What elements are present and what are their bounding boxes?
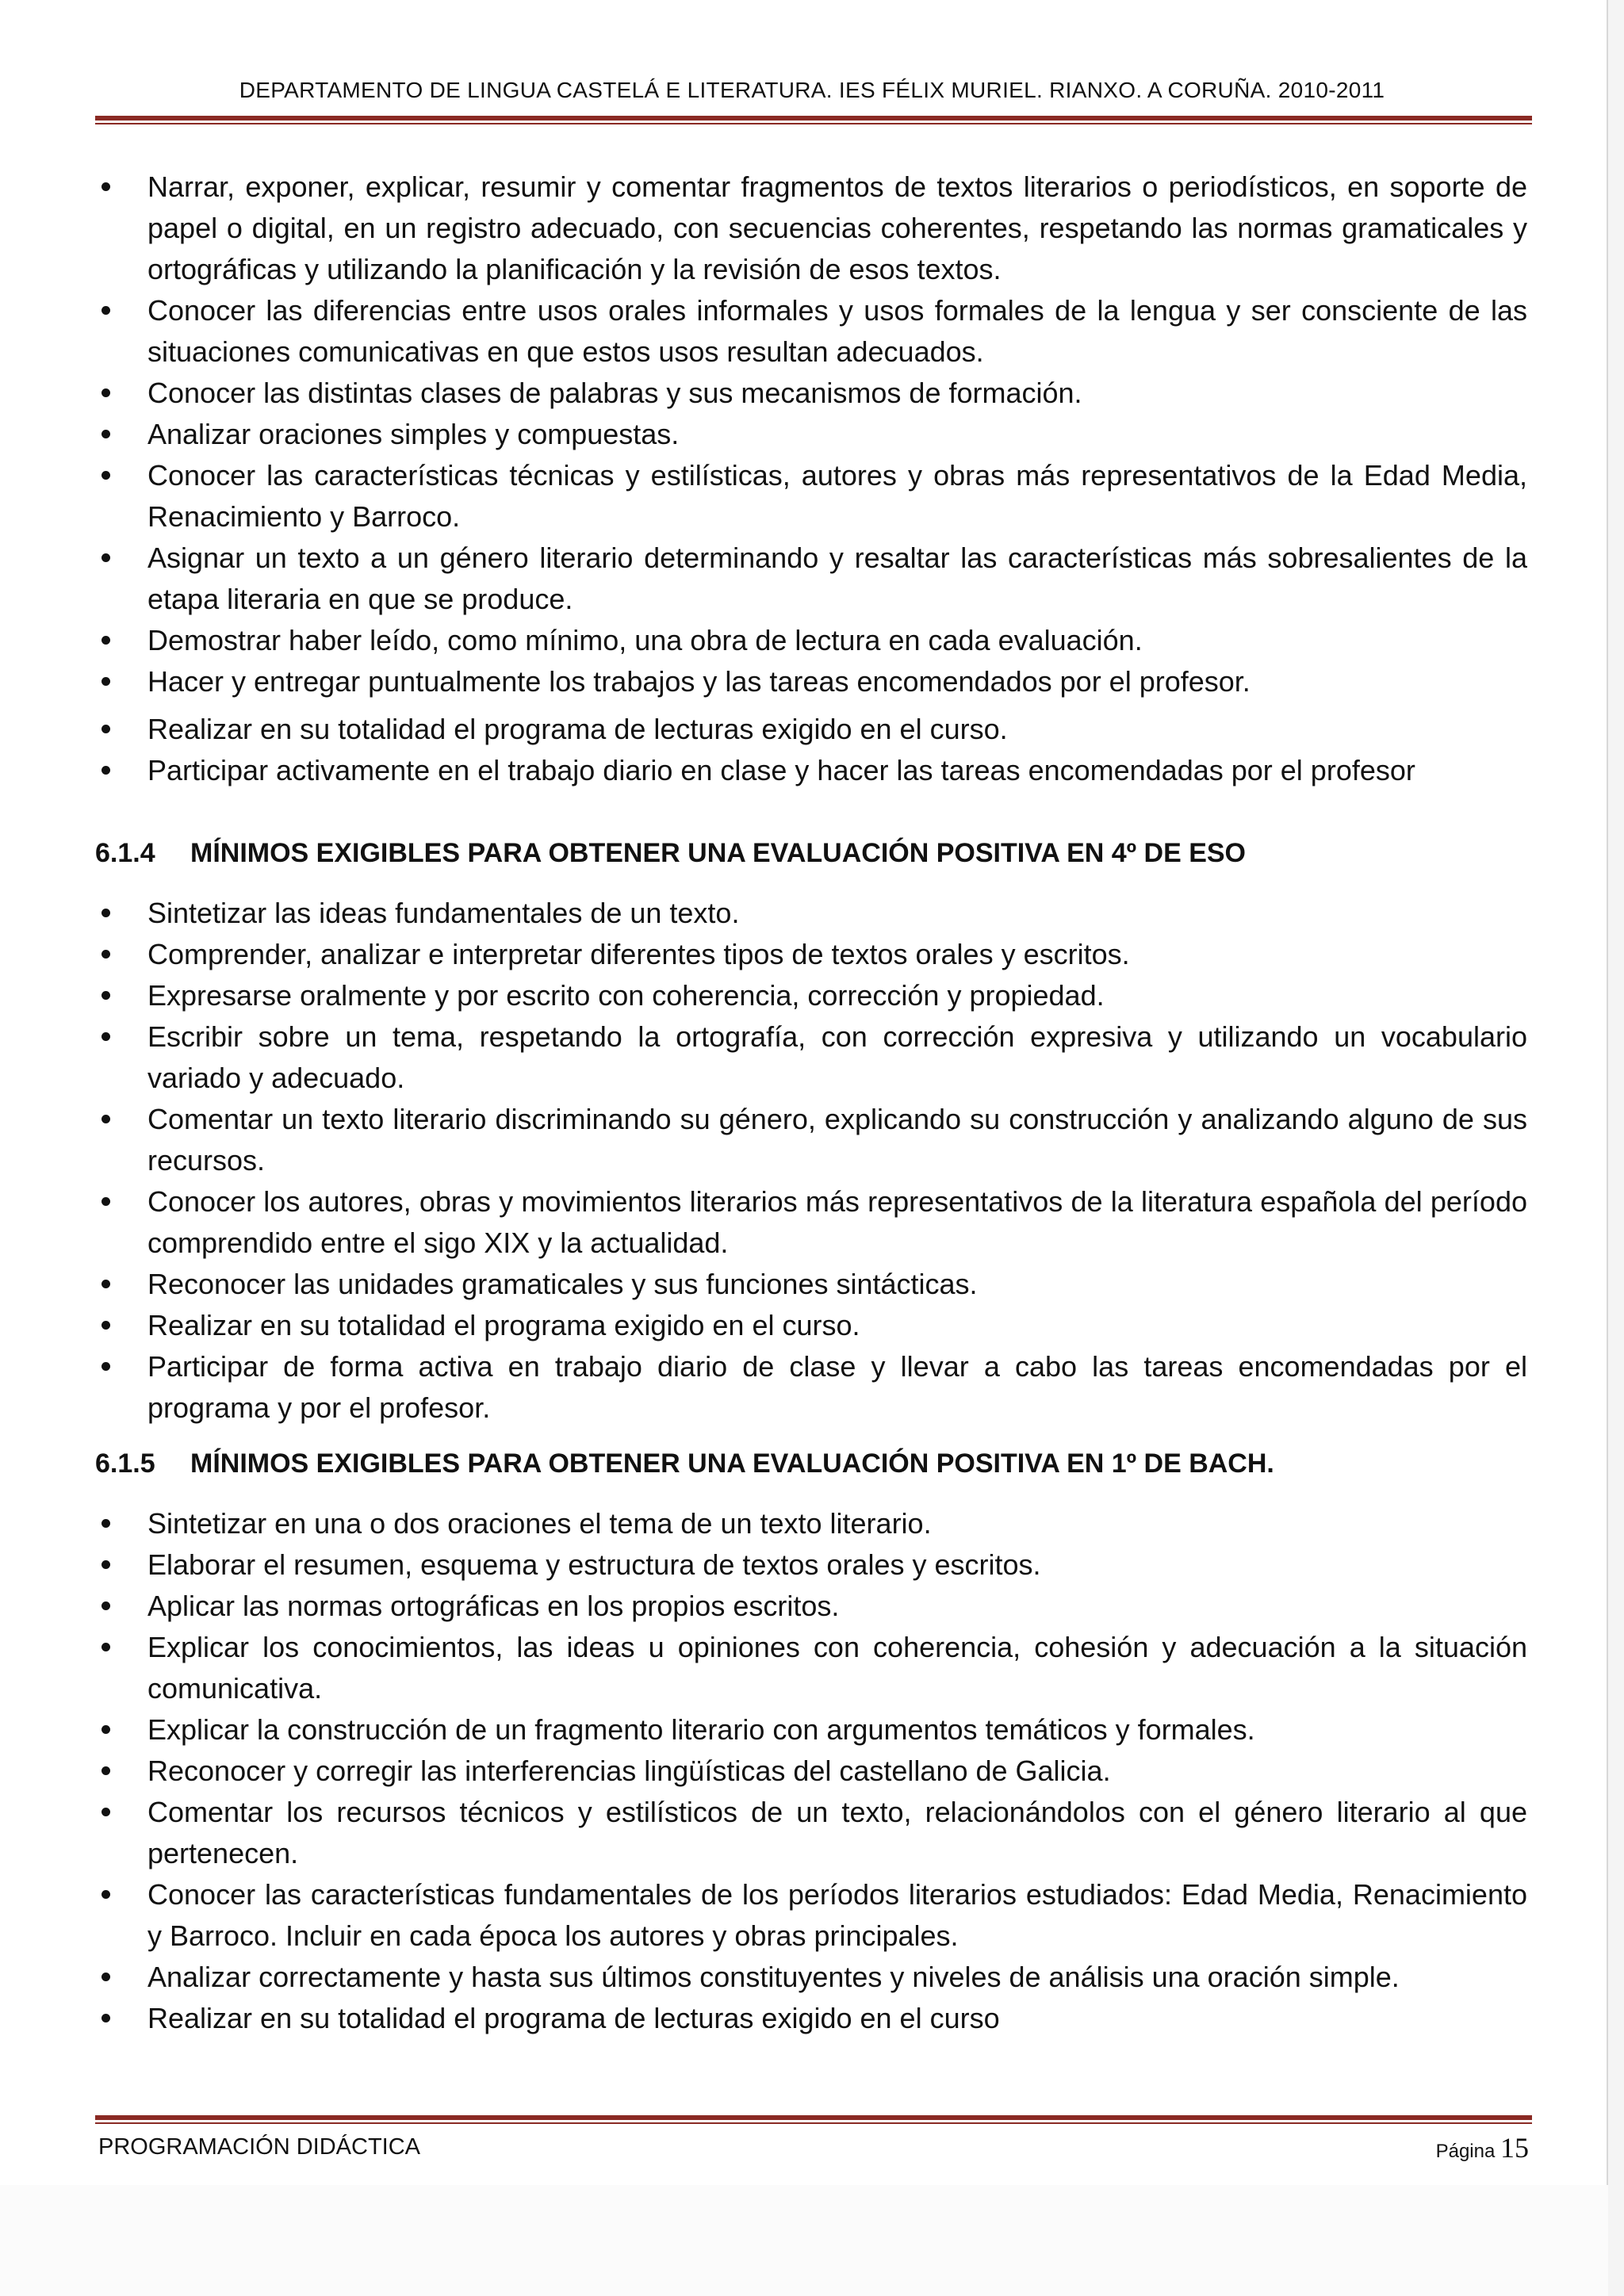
bullet-icon: [102, 553, 110, 562]
list-item: Realizar en su totalidad el programa de lecturas exigido en el curso.: [95, 709, 1527, 750]
page-number: [1436, 2131, 1529, 2164]
document-body: [95, 166, 1527, 2039]
list-item: Realizar en su totalidad el programa de lecturas exigido en el curso: [95, 1998, 1527, 2039]
bullet-icon: [102, 1197, 110, 1206]
list-item: Aplicar las normas ortográficas en los propios escritos.: [95, 1586, 1527, 1627]
page-label: Página: [1435, 2141, 1496, 2162]
list-item: Comentar los recursos técnicos y estilísticos de un texto, relacionándolos con el género literario al que pertenecen.: [95, 1792, 1527, 1874]
list-item: Elaborar el resumen, esquema y estructura de textos orales y escritos.: [95, 1544, 1527, 1586]
bullet-icon: [102, 1321, 110, 1330]
list-item: Sintetizar en una o dos oraciones el tema de un texto literario.: [95, 1503, 1527, 1544]
section-heading-6-1-4: 6.1.4 MÍNIMOS EXIGIBLES PARA OBTENER UNA EVALUACIÓN POSITIVA EN 4º DE ESO: [95, 838, 1246, 868]
intro-list: [95, 166, 1527, 791]
bullet-icon: [102, 677, 110, 686]
bullet-icon: [102, 909, 110, 917]
bullet-icon: [102, 1115, 110, 1123]
section-6-1-5-list: [95, 1503, 1527, 2039]
list-item: Conocer las características fundamentales de los períodos literarios estudiados: Edad Media, Renacimiento y Barroco. Incluir en cada época los autores y obras principales.: [95, 1874, 1527, 1957]
bullet-icon: [102, 1362, 110, 1371]
bullet-icon: [102, 1643, 110, 1651]
list-item: Reconocer y corregir las interferencias lingüísticas del castellano de Galicia.: [95, 1751, 1527, 1792]
bullet-icon: [102, 182, 110, 191]
list-item: Escribir sobre un tema, respetando la ortografía, con corrección expresiva y utilizando un vocabulario variado y adecuado.: [95, 1016, 1527, 1099]
bullet-icon: [102, 766, 110, 775]
list-item: Analizar correctamente y hasta sus últimos constituyentes y niveles de análisis una oración simple.: [95, 1957, 1527, 1998]
bullet-icon: [102, 471, 110, 480]
list-item: Comentar un texto literario discriminando su género, explicando su construcción y analizando alguno de sus recursos.: [95, 1099, 1527, 1181]
bullet-icon: [102, 1519, 110, 1528]
page-header: DEPARTAMENTO DE LINGUA CASTELÁ E LITERATURA. IES FÉLIX MURIEL. RIANXO. A CORUÑA. 2010-2011: [239, 78, 1385, 102]
footer-title: PROGRAMACIÓN DIDÁCTICA: [98, 2134, 421, 2160]
page-edge: [1607, 0, 1624, 2296]
list-item: Sintetizar las ideas fundamentales de un texto.: [95, 893, 1527, 934]
bullet-icon: [102, 1601, 110, 1610]
list-item: Conocer los autores, obras y movimientos literarios más representativos de la literatura española del período comprendido entre el sigo XIX y la actualidad.: [95, 1181, 1527, 1264]
bullet-icon: [102, 1725, 110, 1734]
bullet-icon: [102, 991, 110, 1000]
header-rule: [95, 116, 1532, 124]
list-item: Demostrar haber leído, como mínimo, una obra de lectura en cada evaluación.: [95, 620, 1527, 661]
list-item: Participar activamente en el trabajo diario en clase y hacer las tareas encomendadas por el profesor: [95, 750, 1527, 791]
list-item: Conocer las características técnicas y estilísticas, autores y obras más representativos de la Edad Media, Renacimiento y Barroco.: [95, 455, 1527, 538]
bullet-icon: [102, 1890, 110, 1899]
page-number-value: 15: [1500, 2132, 1529, 2164]
bullet-icon: [102, 1808, 110, 1816]
list-item: Participar de forma activa en trabajo diario de clase y llevar a cabo las tareas encomendadas por el programa y por el profesor.: [95, 1346, 1527, 1429]
list-item: Conocer las diferencias entre usos orales informales y usos formales de la lengua y ser consciente de las situaciones comunicativas en que estos usos resultan adecuados.: [95, 290, 1527, 373]
list-item: Explicar los conocimientos, las ideas u opiniones con coherencia, cohesión y adecuación a la situación comunicativa.: [95, 1627, 1527, 1709]
bullet-icon: [102, 725, 110, 733]
bullet-icon: [102, 306, 110, 315]
footer-rule: [95, 2115, 1532, 2124]
bullet-icon: [102, 636, 110, 645]
bullet-icon: [102, 2014, 110, 2022]
list-item: Reconocer las unidades gramaticales y sus funciones sintácticas.: [95, 1264, 1527, 1305]
bullet-icon: [102, 1766, 110, 1775]
list-item: Narrar, exponer, explicar, resumir y comentar fragmentos de textos literarios o periodísticos, en soporte de papel o digital, en un registro adecuado, con secuencias coherentes, respetando las normas gramaticales y ortográficas y utilizando la planificación y la revisión de esos textos.: [95, 166, 1527, 290]
list-item: Asignar un texto a un género literario determinando y resaltar las características más sobresalientes de la etapa literaria en que se produce.: [95, 538, 1527, 620]
list-item: Comprender, analizar e interpretar diferentes tipos de textos orales y escritos.: [95, 934, 1527, 975]
list-item: Conocer las distintas clases de palabras y sus mecanismos de formación.: [95, 373, 1527, 414]
bullet-icon: [102, 1973, 110, 1981]
section-heading-6-1-5: 6.1.5 MÍNIMOS EXIGIBLES PARA OBTENER UNA EVALUACIÓN POSITIVA EN 1º DE BACH.: [95, 1448, 1274, 1479]
bullet-icon: [102, 1032, 110, 1041]
list-item: Explicar la construcción de un fragmento literario con argumentos temáticos y formales.: [95, 1709, 1527, 1751]
bullet-icon: [102, 430, 110, 438]
bottom-margin: [0, 2185, 1608, 2296]
list-item: Analizar oraciones simples y compuestas.: [95, 414, 1527, 455]
list-item: Hacer y entregar puntualmente los trabajos y las tareas encomendados por el profesor.: [95, 661, 1527, 702]
bullet-icon: [102, 388, 110, 397]
section-6-1-4-list: [95, 893, 1527, 1429]
bullet-icon: [102, 1560, 110, 1569]
bullet-icon: [102, 1280, 110, 1288]
list-item: Expresarse oralmente y por escrito con coherencia, corrección y propiedad.: [95, 975, 1527, 1016]
list-item: Realizar en su totalidad el programa exigido en el curso.: [95, 1305, 1527, 1346]
bullet-icon: [102, 950, 110, 959]
